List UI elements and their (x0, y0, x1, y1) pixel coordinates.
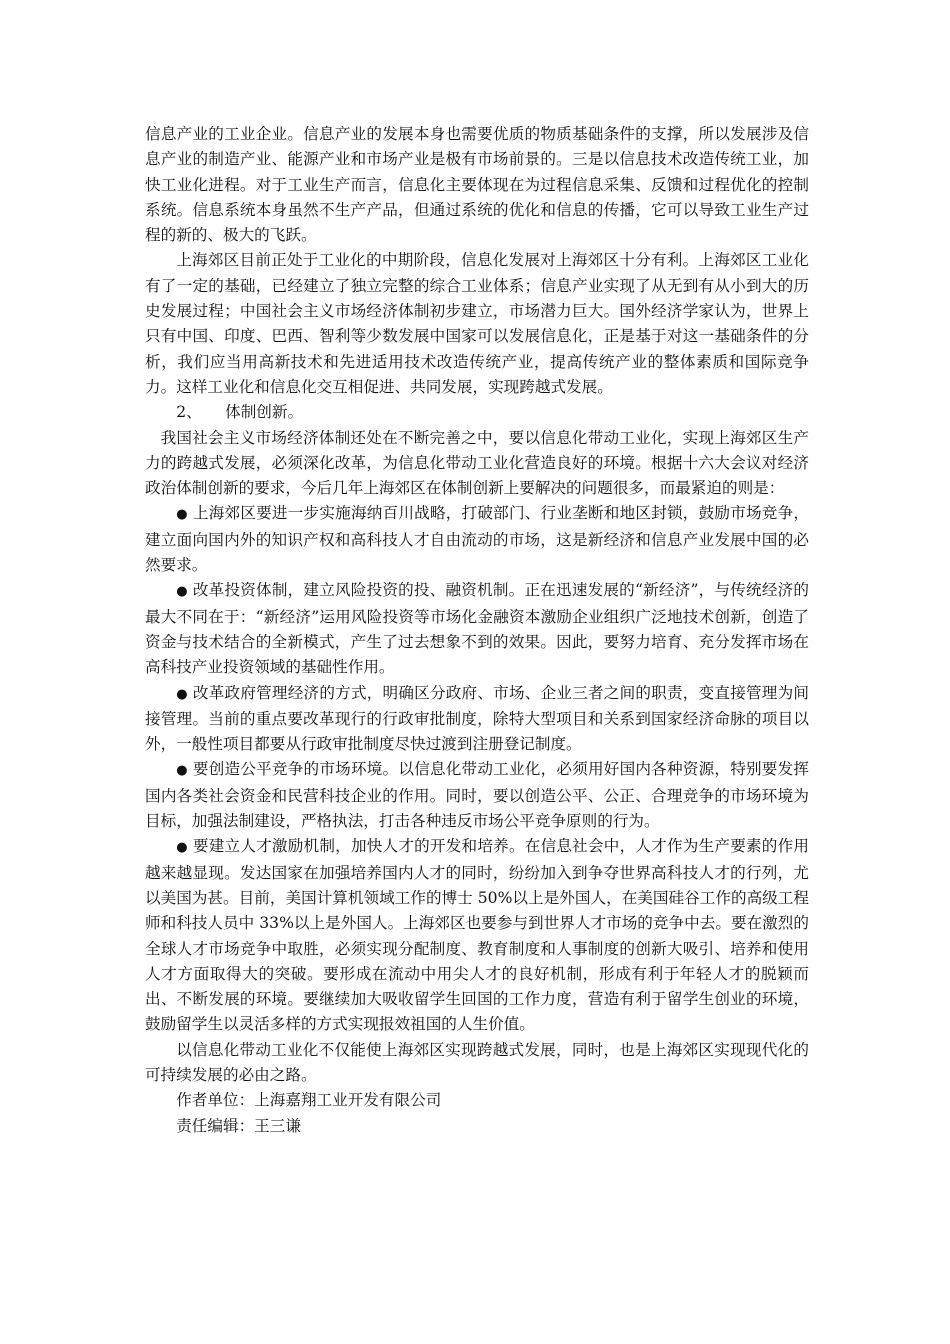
bullet-icon: ● (176, 763, 188, 779)
bullet-text: 上海郊区要进一步实施海纳百川战略，打破部门、行业垄断和地区封锁，鼓励市场竞争，建立面向国内外的知识产权和高科技人才自由流动的市场，这是新经济和信息产业发展中国的必然要求。 (145, 504, 809, 575)
paragraph: 信息产业的工业企业。信息产业的发展本身也需要优质的物质基础条件的支撑，所以发展涉及信息产业的制造产业、能源产业和市场产业是极有市场前景的。三是以信息技术改造传统工业，加快工业化进程。对于工业生产而言，信息化主要体现在为过程信息采集、反馈和过程优化的控制系统。信息系统本身虽然不生产产品，但通过系统的优化和信息的传播，它可以导致工业生产过程的新的、极大的飞跃。 (145, 125, 809, 245)
bullet-item (145, 757, 809, 834)
bullet-item (145, 501, 809, 578)
bullet-item (145, 681, 809, 758)
bullet-text: 改革投资体制，建立风险投资的投、融资机制。正在迅速发展的“新经济”，与传统经济的最大不同在于：“新经济”运用风险投资等市场化金融资本激励企业组织广泛地技术创新，创造了资金与技术结合的全新模式，产生了过去想象不到的效果。因此，要努力培育、充分发挥市场在高科技产业投资领域的基础性作用。 (145, 581, 809, 677)
bullet-icon: ● (176, 584, 188, 600)
bullet-icon: ● (176, 507, 188, 523)
bullet-text: 要建立人才激励机制，加快人才的开发和培养。在信息社会中，人才作为生产要素的作用越来越显现。发达国家在加强培养国内人才的同时，纷纷加入到争夺世界高科技人才的行列，尤以美国为甚。目前，美国计算机领域工作的博士 50%以上是外国人，在美国硅谷工作的高级工程师和科技人员中 33%以上是外国人。上海郊区也要参与到世界人才市场的竞争中去。要在激烈的全球人才市场竞争中取胜，必须实现分配制度、教育制度和人事制度的创新大吸引、培养和使用人才方面取得大的突破。要形成在流动中用尖人才的良好机制，形成有利于年轻人才的脱颖而出、不断发展的环境。要继续加大吸收留学生回国的工作力度，营造有利于留学生创业的环境，鼓励留学生以灵活多样的方式实现报效祖国的人生价值。 (145, 837, 809, 1034)
bullet-icon: ● (176, 686, 188, 702)
author-unit: 作者单位：上海嘉翔工业开发有限公司 (176, 1091, 442, 1110)
section-intro: 我国社会主义市场经济体制还处在不断完善之中，要以信息化带动工业化，实现上海郊区生产力的跨越式发展，必须深化改革，为信息化带动工业化营造良好的环境。根据十六大会议对经济政治体制创新的要求，今后几年上海郊区在体制创新上要解决的问题很多，而最紧迫的则是： (145, 428, 809, 498)
section-heading (145, 400, 809, 425)
bullet-icon: ● (176, 840, 188, 856)
conclusion-paragraph: 以信息化带动工业化不仅能使上海郊区实现跨越式发展，同时，也是上海郊区实现现代化的可持续发展的必由之路。 (145, 1040, 809, 1084)
section-number: 2、 (176, 403, 202, 422)
bullet-item (145, 578, 809, 680)
article-body (145, 122, 809, 1139)
section-title: 体制创新。 (225, 403, 304, 422)
bullet-text: 要创造公平竞争的市场环境。以信息化带动工业化，必须用好国内各种资源，特别要发挥国内各类社会资金和民营科技企业的作用。同时，要以创造公平、公正、合理竞争的市场环境为目标，加强法制建设，严格执法，打击各种违反市场公平竞争原则的行为。 (145, 760, 809, 831)
bullet-text: 改革政府管理经济的方式，明确区分政府、市场、企业三者之间的职责，变直接管理为间接管理。当前的重点要改革现行的行政审批制度，除特大型项目和关系到国家经济命脉的项目以外，一般性项目都要从行政审批制度尽快过渡到注册登记制度。 (145, 683, 809, 754)
paragraph: 上海郊区目前正处于工业化的中期阶段，信息化发展对上海郊区十分有利。上海郊区工业化有了一定的基础，已经建立了独立完整的综合工业体系；信息产业实现了从无到有从小到大的历史发展过程；中国社会主义市场经济体制初步建立，市场潜力巨大。国外经济学家认为，世界上只有中国、印度、巴西、智利等少数发展中国家可以发展信息化，正是基于对这一基础条件的分析，我们应当用高新技术和先进适用技术改造传统产业，提高传统产业的整体素质和国际竞争力。这样工业化和信息化交互相促进、共同发展，实现跨越式发展。 (145, 251, 809, 396)
editor-credit: 责任编辑：王三谦 (176, 1116, 301, 1135)
bullet-item (145, 834, 809, 1037)
